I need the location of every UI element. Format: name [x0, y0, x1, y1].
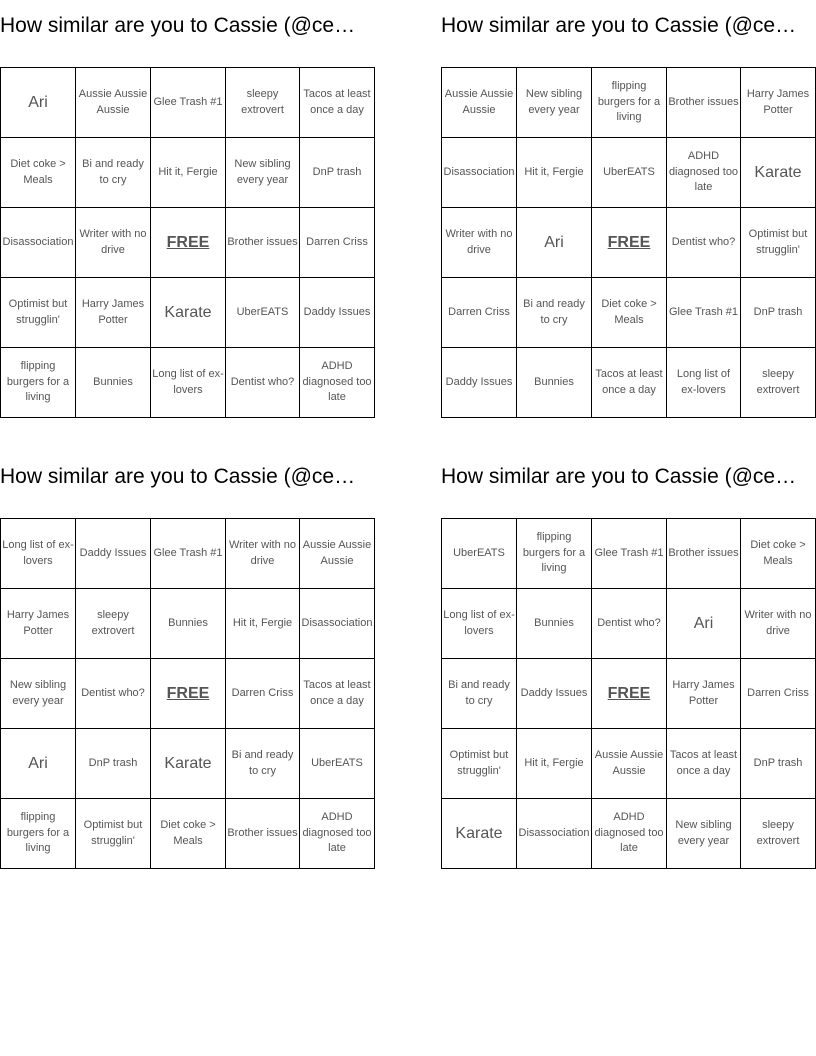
bingo-grid: [0, 518, 375, 869]
bingo-cell[interactable]: Glee Trash #1: [151, 68, 226, 138]
bingo-cell[interactable]: DnP trash: [76, 729, 151, 799]
bingo-cell[interactable]: New sibling every year: [1, 659, 76, 729]
bingo-grid: [0, 67, 375, 418]
bingo-cell[interactable]: Darren Criss: [442, 278, 517, 348]
bingo-cell[interactable]: Harry James Potter: [1, 589, 76, 659]
bingo-cell[interactable]: Disassociation: [442, 138, 517, 208]
bingo-cell[interactable]: Harry James Potter: [76, 278, 151, 348]
bingo-cell[interactable]: Brother issues: [667, 68, 741, 138]
bingo-cell[interactable]: Ari: [667, 589, 741, 659]
bingo-cell[interactable]: sleepy extrovert: [76, 589, 151, 659]
bingo-cell[interactable]: Brother issues: [667, 519, 741, 589]
bingo-cell[interactable]: Glee Trash #1: [667, 278, 741, 348]
bingo-cell[interactable]: Ari: [1, 68, 76, 138]
bingo-cell[interactable]: Tacos at least once a day: [592, 348, 667, 418]
bingo-cell[interactable]: Karate: [741, 138, 816, 208]
bingo-cell[interactable]: Bunnies: [517, 589, 592, 659]
bingo-cell[interactable]: Bunnies: [151, 589, 226, 659]
bingo-cell[interactable]: New sibling every year: [226, 138, 300, 208]
bingo-cell[interactable]: sleepy extrovert: [226, 68, 300, 138]
bingo-cell[interactable]: Dentist who?: [592, 589, 667, 659]
bingo-cell[interactable]: Long list of ex-lovers: [151, 348, 226, 418]
free-space-cell[interactable]: FREE: [592, 208, 667, 278]
bingo-cell[interactable]: Dentist who?: [226, 348, 300, 418]
bingo-cell[interactable]: Bi and ready to cry: [76, 138, 151, 208]
bingo-cell[interactable]: Writer with no drive: [442, 208, 517, 278]
bingo-cell[interactable]: Daddy Issues: [517, 659, 592, 729]
bingo-cell[interactable]: UberEATS: [226, 278, 300, 348]
bingo-cell[interactable]: Ari: [517, 208, 592, 278]
bingo-cell[interactable]: Diet coke > Meals: [1, 138, 76, 208]
bingo-cell[interactable]: Darren Criss: [741, 659, 816, 729]
bingo-cell[interactable]: flipping burgers for a living: [517, 519, 592, 589]
bingo-cell[interactable]: Glee Trash #1: [151, 519, 226, 589]
bingo-cell[interactable]: Aussie Aussie Aussie: [76, 68, 151, 138]
bingo-card-1: [0, 12, 375, 404]
bingo-cell[interactable]: Disassociation: [1, 208, 76, 278]
bingo-cell[interactable]: ADHD diagnosed too late: [667, 138, 741, 208]
free-space-cell[interactable]: FREE: [151, 208, 226, 278]
bingo-card-3: [0, 463, 375, 855]
bingo-grid: [441, 518, 816, 869]
bingo-cell[interactable]: Optimist but strugglin': [741, 208, 816, 278]
bingo-cell[interactable]: flipping burgers for a living: [592, 68, 667, 138]
bingo-cell[interactable]: sleepy extrovert: [741, 348, 816, 418]
bingo-cell[interactable]: Brother issues: [226, 799, 300, 869]
bingo-cell[interactable]: Dentist who?: [76, 659, 151, 729]
bingo-cell[interactable]: Daddy Issues: [300, 278, 375, 348]
bingo-cell[interactable]: Harry James Potter: [741, 68, 816, 138]
bingo-cell[interactable]: DnP trash: [741, 729, 816, 799]
bingo-cell[interactable]: Hit it, Fergie: [517, 729, 592, 799]
bingo-cell[interactable]: DnP trash: [300, 138, 375, 208]
bingo-cell[interactable]: Harry James Potter: [667, 659, 741, 729]
bingo-cell[interactable]: Bunnies: [517, 348, 592, 418]
bingo-cell[interactable]: ADHD diagnosed too late: [592, 799, 667, 869]
bingo-cell[interactable]: Diet coke > Meals: [592, 278, 667, 348]
bingo-cell[interactable]: flipping burgers for a living: [1, 799, 76, 869]
bingo-card-4: [441, 463, 816, 855]
bingo-cell[interactable]: UberEATS: [442, 519, 517, 589]
bingo-cell[interactable]: Optimist but strugglin': [76, 799, 151, 869]
bingo-cell[interactable]: Diet coke > Meals: [741, 519, 816, 589]
bingo-cell[interactable]: Tacos at least once a day: [300, 659, 375, 729]
bingo-cell[interactable]: Bi and ready to cry: [226, 729, 300, 799]
bingo-cell[interactable]: Tacos at least once a day: [667, 729, 741, 799]
bingo-cell[interactable]: Brother issues: [226, 208, 300, 278]
bingo-cell[interactable]: Aussie Aussie Aussie: [592, 729, 667, 799]
bingo-cell[interactable]: Darren Criss: [226, 659, 300, 729]
bingo-cell[interactable]: New sibling every year: [667, 799, 741, 869]
bingo-cell[interactable]: Karate: [151, 729, 226, 799]
bingo-cell[interactable]: sleepy extrovert: [741, 799, 816, 869]
bingo-cell[interactable]: Bi and ready to cry: [442, 659, 517, 729]
bingo-cell[interactable]: Bi and ready to cry: [517, 278, 592, 348]
bingo-cell[interactable]: Aussie Aussie Aussie: [442, 68, 517, 138]
bingo-cell[interactable]: Disassociation: [300, 589, 375, 659]
bingo-grid: [441, 67, 816, 418]
card-title: How similar are you to Cassie (@ce…: [441, 14, 797, 37]
bingo-cell[interactable]: Long list of ex-lovers: [667, 348, 741, 418]
card-title: How similar are you to Cassie (@ce…: [441, 465, 797, 488]
bingo-cell[interactable]: Optimist but strugglin': [442, 729, 517, 799]
bingo-cell[interactable]: UberEATS: [592, 138, 667, 208]
bingo-cell[interactable]: Long list of ex-lovers: [442, 589, 517, 659]
bingo-cell[interactable]: Tacos at least once a day: [300, 68, 375, 138]
bingo-cell[interactable]: Hit it, Fergie: [517, 138, 592, 208]
bingo-cell[interactable]: Hit it, Fergie: [151, 138, 226, 208]
bingo-cell[interactable]: Hit it, Fergie: [226, 589, 300, 659]
bingo-cell[interactable]: Bunnies: [76, 348, 151, 418]
bingo-cell[interactable]: ADHD diagnosed too late: [300, 348, 375, 418]
bingo-cell[interactable]: Daddy Issues: [76, 519, 151, 589]
bingo-cell[interactable]: flipping burgers for a living: [1, 348, 76, 418]
bingo-cell[interactable]: New sibling every year: [517, 68, 592, 138]
bingo-cell[interactable]: Dentist who?: [667, 208, 741, 278]
bingo-cell[interactable]: Optimist but strugglin': [1, 278, 76, 348]
bingo-cell[interactable]: Aussie Aussie Aussie: [300, 519, 375, 589]
bingo-cell[interactable]: Karate: [442, 799, 517, 869]
bingo-cell[interactable]: Karate: [151, 278, 226, 348]
bingo-card-2: [441, 12, 816, 396]
free-space-cell[interactable]: FREE: [151, 659, 226, 729]
bingo-cell[interactable]: Glee Trash #1: [592, 519, 667, 589]
free-space-cell[interactable]: FREE: [592, 659, 667, 729]
bingo-cell[interactable]: DnP trash: [741, 278, 816, 348]
bingo-cell[interactable]: Daddy Issues: [442, 348, 517, 418]
bingo-cell[interactable]: Writer with no drive: [226, 519, 300, 589]
bingo-cell[interactable]: Diet coke > Meals: [151, 799, 226, 869]
bingo-cell[interactable]: ADHD diagnosed too late: [300, 799, 375, 869]
bingo-cell[interactable]: Darren Criss: [300, 208, 375, 278]
bingo-cell[interactable]: Ari: [1, 729, 76, 799]
card-title: How similar are you to Cassie (@ce…: [0, 465, 356, 488]
bingo-cell[interactable]: Long list of ex-lovers: [1, 519, 76, 589]
card-title: How similar are you to Cassie (@ce…: [0, 14, 356, 37]
bingo-cell[interactable]: Writer with no drive: [741, 589, 816, 659]
bingo-cell[interactable]: UberEATS: [300, 729, 375, 799]
bingo-cell[interactable]: Writer with no drive: [76, 208, 151, 278]
bingo-cell[interactable]: Disassociation: [517, 799, 592, 869]
